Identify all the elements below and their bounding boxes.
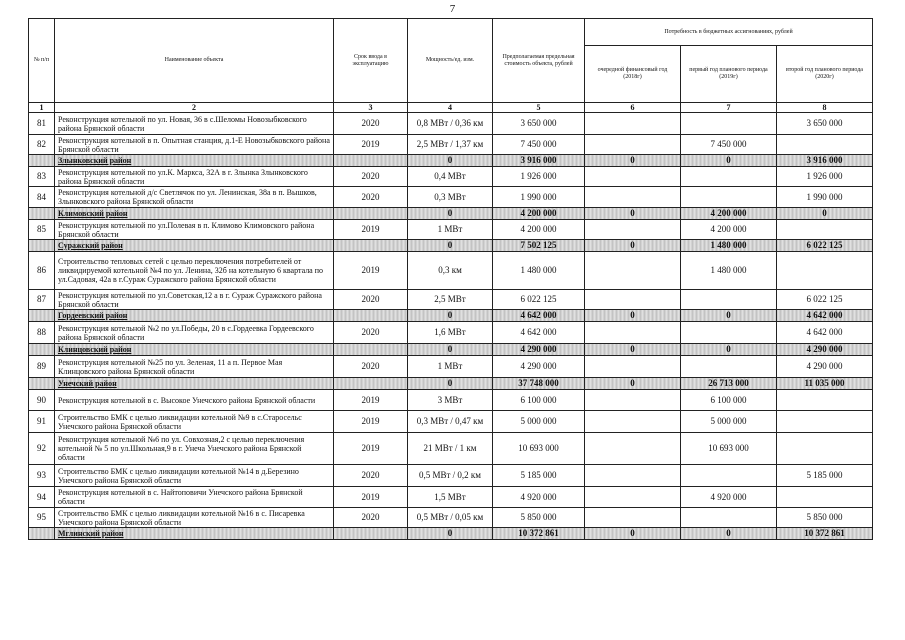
cell-2019: 26 713 000 [681,378,777,390]
table-row [29,487,873,508]
cell-2018 [585,322,681,344]
cell-2019 [681,322,777,344]
cell-2018 [585,113,681,135]
cell-capacity: 2,5 МВт [408,290,493,310]
cell-name: Реконструкция котельной в п. Опытная станция, д.1-Е Новозыбковского района Брянской области [55,135,334,155]
cell-2019 [681,167,777,187]
cell-2020: 4 290 000 [777,344,873,356]
cell-2019 [681,508,777,528]
col-number: 1 [29,103,55,113]
header-capacity: Мощность/ед. изм. [408,19,493,103]
cell-num [29,344,55,356]
cell-num: 95 [29,508,55,528]
cell-term: 2019 [334,220,408,240]
cell-2018 [585,356,681,378]
cell-2020: 1 990 000 [777,187,873,208]
table-row [29,252,873,290]
cell-capacity: 0,4 МВт [408,167,493,187]
cell-capacity: 3 МВт [408,390,493,411]
col-number: 5 [493,103,585,113]
cell-num: 93 [29,465,55,487]
cell-num: 88 [29,322,55,344]
cell-2020: 1 926 000 [777,167,873,187]
cell-cost: 37 748 000 [493,378,585,390]
cell-term: 2020 [334,290,408,310]
cell-term: 2019 [334,135,408,155]
cell-2020: 5 850 000 [777,508,873,528]
cell-2018 [585,135,681,155]
table-row [29,220,873,240]
cell-cost: 4 642 000 [493,322,585,344]
cell-2019 [681,356,777,378]
cell-cost: 4 200 000 [493,208,585,220]
cell-num: 81 [29,113,55,135]
cell-name: Строительство БМК с целью ликвидации котельной №14 в д.Березино Унечского района Брянской области [55,465,334,487]
cell-num [29,310,55,322]
table-row [29,465,873,487]
col-number: 2 [55,103,334,113]
header-2019: первый год планового периода (2019г) [681,46,777,103]
cell-name: Реконструкция котельной №2 по ул.Победы, 20 в с.Гордеевка Гордеевского района Брянской области [55,322,334,344]
cell-2020 [777,390,873,411]
cell-cost: 4 920 000 [493,487,585,508]
table-row [29,390,873,411]
cell-2018 [585,433,681,465]
cell-2020 [777,487,873,508]
cell-term: 2019 [334,252,408,290]
cell-num: 94 [29,487,55,508]
district-row [29,344,873,356]
cell-name: Реконструкция котельной в с. Высокое Унечского района Брянской области [55,390,334,411]
cell-term [334,378,408,390]
cell-2020: 4 290 000 [777,356,873,378]
table-row [29,411,873,433]
cell-name: Реконструкция котельной №25 по ул. Зеленая, 11 а п. Первое Мая Клинцовского района Брянской области [55,356,334,378]
cell-2018 [585,411,681,433]
cell-cost: 10 693 000 [493,433,585,465]
cell-2018: 0 [585,240,681,252]
cell-capacity: 0 [408,344,493,356]
cell-2018 [585,290,681,310]
cell-2019: 0 [681,528,777,540]
cell-2019: 1 480 000 [681,240,777,252]
cell-num: 90 [29,390,55,411]
cell-name: Реконструкция котельной по ул. Новая, 36 в с.Шеломы Новозыбковского района Брянской области [55,113,334,135]
district-row [29,378,873,390]
cell-2018 [585,465,681,487]
cell-2018: 0 [585,208,681,220]
table-row [29,290,873,310]
column-numbers-row [29,103,873,113]
cell-cost: 1 990 000 [493,187,585,208]
cell-2020 [777,135,873,155]
table-row [29,167,873,187]
cell-term [334,344,408,356]
district-row [29,528,873,540]
cell-2019: 6 100 000 [681,390,777,411]
cell-cost: 6 100 000 [493,390,585,411]
header-num: № п/п [29,19,55,103]
cell-capacity: 1,6 МВт [408,322,493,344]
cell-2018: 0 [585,310,681,322]
cell-2018 [585,252,681,290]
cell-cost: 3 650 000 [493,113,585,135]
cell-name: Гордеевский район [55,310,334,322]
cell-2020: 10 372 861 [777,528,873,540]
cell-2020 [777,433,873,465]
cell-capacity: 0 [408,155,493,167]
cell-name: Злынковский район [55,155,334,167]
cell-name: Реконструкция котельной по ул.Советская,12 а в г. Сураж Суражского района Брянской области [55,290,334,310]
cell-2019 [681,113,777,135]
cell-2019: 0 [681,344,777,356]
cell-name: Реконструкция котельной №6 по ул. Совхозная,2 с целью переключения котельной № 5 по ул.Школьная,9 в г. Унеча Унечского района Брянской области [55,433,334,465]
cell-2019 [681,465,777,487]
cell-term: 2020 [334,187,408,208]
cell-capacity: 21 МВт / 1 км [408,433,493,465]
cell-2018 [585,187,681,208]
cell-num [29,240,55,252]
cell-2020: 5 185 000 [777,465,873,487]
table-row [29,113,873,135]
cell-capacity: 0 [408,528,493,540]
col-number: 7 [681,103,777,113]
cell-term: 2020 [334,322,408,344]
cell-term: 2020 [334,356,408,378]
cell-cost: 6 022 125 [493,290,585,310]
col-number: 4 [408,103,493,113]
cell-cost: 7 502 125 [493,240,585,252]
cell-cost: 4 290 000 [493,344,585,356]
cell-2019: 0 [681,310,777,322]
cell-num [29,155,55,167]
cell-2019: 5 000 000 [681,411,777,433]
cell-capacity: 0,3 км [408,252,493,290]
cell-2020 [777,252,873,290]
cell-cost: 4 290 000 [493,356,585,378]
cell-cost: 10 372 861 [493,528,585,540]
cell-name: Климовский район [55,208,334,220]
cell-2018 [585,390,681,411]
cell-cost: 7 450 000 [493,135,585,155]
cell-2019: 4 920 000 [681,487,777,508]
cell-2018: 0 [585,155,681,167]
col-number: 8 [777,103,873,113]
cell-2019: 0 [681,155,777,167]
cell-cost: 3 916 000 [493,155,585,167]
cell-cost: 5 185 000 [493,465,585,487]
header-term: Срок ввода в эксплуатацию [334,19,408,103]
header-name: Наименование объекта [55,19,334,103]
cell-num: 86 [29,252,55,290]
district-row [29,155,873,167]
page-number: 7 [449,3,456,15]
cell-capacity: 2,5 МВт / 1,37 км [408,135,493,155]
header-cost: Предполагаемая предельная стоимость объекта, рублей [493,19,585,103]
table-row [29,433,873,465]
cell-2019: 10 693 000 [681,433,777,465]
cell-2018 [585,167,681,187]
cell-num: 87 [29,290,55,310]
cell-name: Клинцовский район [55,344,334,356]
cell-num: 82 [29,135,55,155]
header-2018: очередной финансовый год (2018г) [585,46,681,103]
cell-capacity: 0 [408,378,493,390]
cell-2020: 0 [777,208,873,220]
cell-term: 2019 [334,390,408,411]
cell-2020: 3 650 000 [777,113,873,135]
cell-cost: 1 926 000 [493,167,585,187]
cell-term [334,240,408,252]
cell-num [29,528,55,540]
table-row [29,187,873,208]
cell-term: 2020 [334,113,408,135]
cell-num: 83 [29,167,55,187]
cell-2018: 0 [585,528,681,540]
cell-name: Реконструкция котельной д/с Светлячок по ул. Ленинская, 38а в п. Вышков, Злынковского района Брянской области [55,187,334,208]
cell-capacity: 0,3 МВт [408,187,493,208]
cell-term [334,208,408,220]
cell-capacity: 0 [408,208,493,220]
cell-term: 2020 [334,465,408,487]
cell-2020: 3 916 000 [777,155,873,167]
cell-2018: 0 [585,378,681,390]
cell-term [334,528,408,540]
cell-num: 91 [29,411,55,433]
cell-2018 [585,220,681,240]
cell-2018 [585,508,681,528]
cell-num: 85 [29,220,55,240]
cell-2020 [777,411,873,433]
cell-capacity: 0,8 МВт / 0,36 км [408,113,493,135]
cell-term [334,310,408,322]
cell-num [29,208,55,220]
cell-name: Унечский район [55,378,334,390]
cell-2020 [777,220,873,240]
cell-term: 2020 [334,167,408,187]
cell-2018: 0 [585,344,681,356]
cell-num: 92 [29,433,55,465]
table-row [29,322,873,344]
cell-2020: 11 035 000 [777,378,873,390]
cell-cost: 1 480 000 [493,252,585,290]
cell-2019: 1 480 000 [681,252,777,290]
cell-name: Реконструкция котельной в с. Найтоповичи Унечского района Брянской области [55,487,334,508]
cell-2020: 4 642 000 [777,310,873,322]
cell-capacity: 1,5 МВт [408,487,493,508]
table-row [29,135,873,155]
cell-name: Суражский район [55,240,334,252]
district-row [29,310,873,322]
table-row [29,356,873,378]
cell-term: 2020 [334,508,408,528]
cell-name: Реконструкция котельной по ул.К. Маркса, 32А в г. Злынка Злынковского района Брянской области [55,167,334,187]
cell-cost: 5 000 000 [493,411,585,433]
cell-2019: 4 200 000 [681,208,777,220]
cell-capacity: 1 МВт [408,356,493,378]
header-need: Потребность в бюджетных ассигнованиях, рублей [585,19,873,46]
cell-term [334,155,408,167]
col-number: 6 [585,103,681,113]
cell-term: 2019 [334,433,408,465]
cell-num: 89 [29,356,55,378]
col-number: 3 [334,103,408,113]
cell-name: Строительство тепловых сетей с целью переключения потребителей от ликвидируемой котельной №4 по ул. Ленина, 32б на котельную 6 квартала по ул.Садовая, 42а в г.Сураж Суражского района Брянской области [55,252,334,290]
cell-2020: 4 642 000 [777,322,873,344]
cell-2018 [585,487,681,508]
cell-cost: 4 642 000 [493,310,585,322]
cell-2020: 6 022 125 [777,240,873,252]
cell-capacity: 0,5 МВт / 0,05 км [408,508,493,528]
cell-capacity: 0,5 МВт / 0,2 км [408,465,493,487]
cell-num: 84 [29,187,55,208]
cell-term: 2019 [334,487,408,508]
table-row [29,508,873,528]
cell-capacity: 1 МВт [408,220,493,240]
cell-2020: 6 022 125 [777,290,873,310]
cell-name: Строительство БМК с целью ликвидации котельной №9 в с.Старосельс Унечского района Брянской области [55,411,334,433]
cell-term: 2019 [334,411,408,433]
cell-name: Строительство БМК с целью ликвидации котельной №16 в с. Писаревка Унечского района Брянской области [55,508,334,528]
cell-2019 [681,187,777,208]
cell-name: Мглинский район [55,528,334,540]
cell-cost: 5 850 000 [493,508,585,528]
cell-cost: 4 200 000 [493,220,585,240]
header-2020: второй год планового периода (2020г) [777,46,873,103]
cell-num [29,378,55,390]
cell-2019: 7 450 000 [681,135,777,155]
cell-2019: 4 200 000 [681,220,777,240]
cell-capacity: 0 [408,310,493,322]
cell-capacity: 0,3 МВт / 0,47 км [408,411,493,433]
cell-name: Реконструкция котельной по ул.Полевая в п. Климово Климовского района Брянской области [55,220,334,240]
objects-table [28,18,873,540]
district-row [29,240,873,252]
district-row [29,208,873,220]
cell-2019 [681,290,777,310]
cell-capacity: 0 [408,240,493,252]
